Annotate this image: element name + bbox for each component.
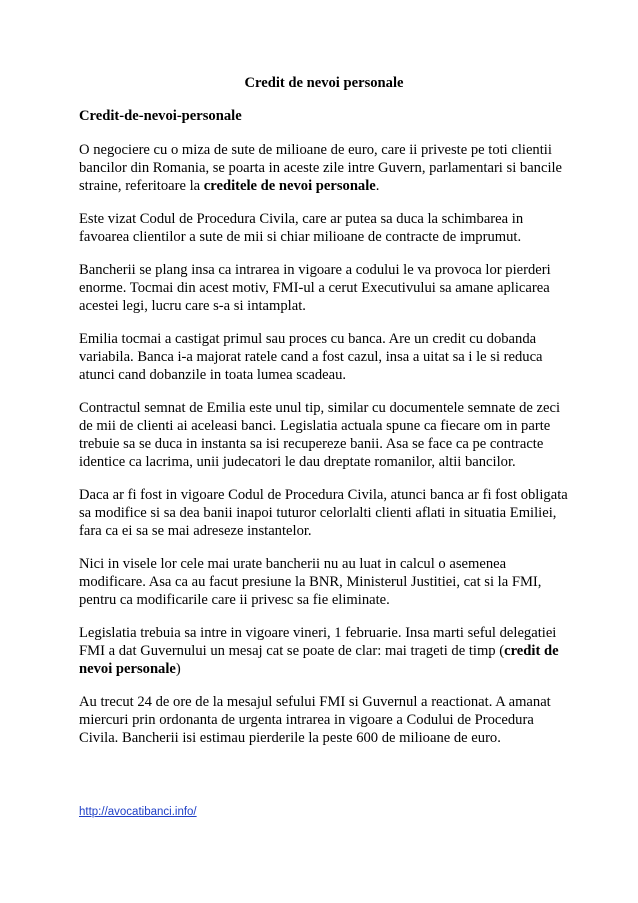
paragraph-text-end: ) xyxy=(175,661,181,677)
paragraph-5 xyxy=(79,399,569,471)
paragraph-text: Contractul semnat de Emilia este unul tip, similar cu documentele semnate de zeci de mii de clienti ai aceleasi banci. Legislatia actuala spune ca fiecare om in parte trebuie sa se duca in instanta sa isi recupereze banii. Asa se face ca pe contracte identice ca lacrima, unii judecatori le dau dreptate romanilor, altii bancilor. xyxy=(79,400,561,470)
paragraph-text: Au trecut 24 de ore de la mesajul sefului FMI si Guvernul a reactionat. A amanat miercuri prin ordonanta de urgenta intrarea in vigoare a Codului de Procedura Civila. Bancherii isi estimau pierderile la peste 600 de milioane de euro. xyxy=(79,694,551,746)
footer-source-link[interactable]: http://avocatibanci.info/ xyxy=(79,806,197,818)
document-subtitle: Credit-de-nevoi-personale xyxy=(79,108,242,124)
paragraph-7 xyxy=(79,555,569,609)
bold-keyword-link: creditele de nevoi personale xyxy=(203,178,376,194)
bold-keyword-link: credit de nevoi personale xyxy=(79,643,559,677)
paragraph-2 xyxy=(79,210,569,246)
paragraph-text-end: . xyxy=(375,178,380,194)
paragraph-6 xyxy=(79,486,569,540)
paragraph-text: Bancherii se plang insa ca intrarea in vigoare a codului le va provoca lor pierderi enorme. Tocmai din acest motiv, FMI-ul a cerut Executivului sa amane aplicarea acestei legi, lucru care s-a si intamplat. xyxy=(79,262,551,314)
paragraph-text: Daca ar fi fost in vigoare Codul de Procedura Civila, atunci banca ar fi fost obligata sa modifice si sa dea banii inapoi tuturor celorlalti clienti aflati in situatia Emiliei, fara ca ei sa se mai adreseze instantelor. xyxy=(79,487,568,539)
paragraph-9 xyxy=(79,693,569,747)
paragraph-text: Este vizat Codul de Procedura Civila, care ar putea sa duca la schimbarea in favoarea clientilor a sute de mii si chiar milioane de contracte de imprumut. xyxy=(79,211,524,245)
paragraph-8 xyxy=(79,624,569,678)
document-body xyxy=(79,74,569,762)
paragraph-text: O negociere cu o miza de sute de milioane de euro, care ii priveste pe toti clientii bancilor din Romania, se poarta in aceste zile intre Guvern, parlamentari si bancile straine, referitoare la xyxy=(79,142,563,194)
document-title: Credit de nevoi personale xyxy=(244,75,404,91)
paragraph-3 xyxy=(79,261,569,315)
paragraph-4 xyxy=(79,330,569,384)
paragraph-text: Legislatia trebuia sa intre in vigoare vineri, 1 februarie. Insa marti seful delegatiei FMI a dat Guvernului un mesaj cat se poate de clar: mai trageti de timp ( xyxy=(79,625,557,659)
paragraph-1 xyxy=(79,141,569,195)
paragraph-text: Nici in visele lor cele mai urate bancherii nu au luat in calcul o asemenea modificare. Asa ca au facut presiune la BNR, Ministerul Justitiei, cat si la FMI, pentru ca modificarile care ii privesc sa fie eliminate. xyxy=(79,556,542,608)
paragraph-text: Emilia tocmai a castigat primul sau proces cu banca. Are un credit cu dobanda variabila. Banca i-a majorat ratele cand a fost cazul, insa a uitat sa i le si reduca atunci cand dobanzile in toata lumea scadeau. xyxy=(79,331,543,383)
